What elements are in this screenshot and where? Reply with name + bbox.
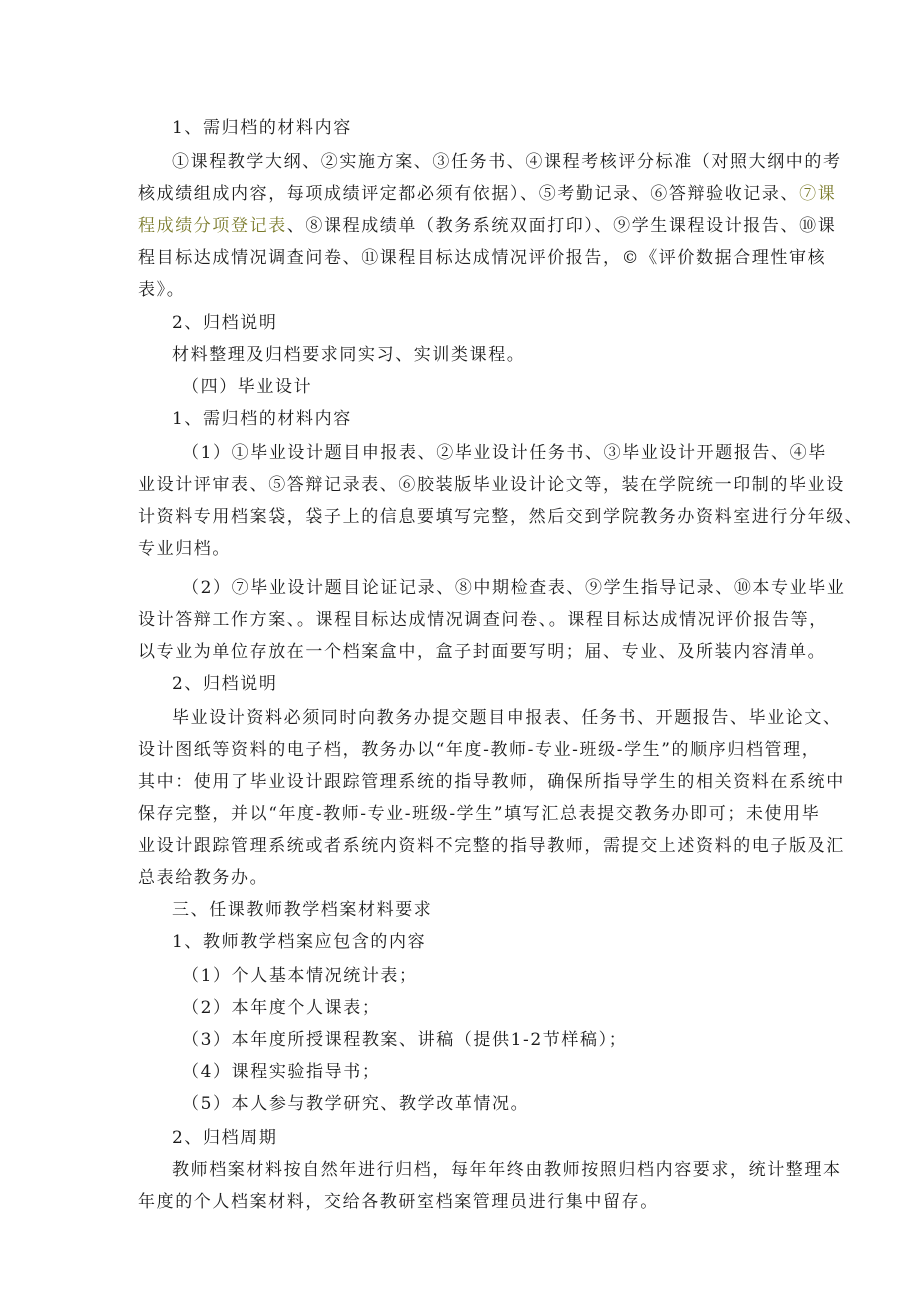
body-line: 业设计跟踪管理系统或者系统内资料不完整的指导教师，需提交上述资料的电子版及汇 (138, 836, 845, 856)
body-line: 教师档案材料按自然年进行归档，每年年终由教师按照归档内容要求，统计整理本 (172, 1160, 842, 1180)
body-line: 年度的个人档案材料，交给各教研室档案管理员进行集中留存。 (138, 1192, 659, 1212)
body-line: ①课程教学大纲、②实施方案、③任务书、④课程考核评分标准（对照大纲中的考 (172, 152, 842, 172)
body-line: （2）⑦毕业设计题目论证记录、⑧中期检查表、⑨学生指导记录、⑩本专业毕业 (182, 578, 846, 598)
section-title: 1、教师教学档案应包含的内容 (172, 932, 427, 952)
section-heading: （四）毕业设计 (182, 377, 313, 397)
highlighted-text: 程成绩分项登记表 (138, 216, 287, 236)
body-line: 表》。 (138, 280, 186, 300)
body-line (138, 216, 836, 236)
list-item: （2）本年度个人课表； (182, 998, 381, 1018)
body-line: 以专业为单位存放在一个档案盒中，盒子封面要写明；届、专业、及所装内容清单。 (138, 642, 827, 662)
body-line: 专业归档。 (138, 539, 231, 559)
body-line: 程目标达成情况调查问卷、⑪课程目标达成情况评价报告，©《评价数据合理性审核 (138, 248, 827, 268)
body-line (138, 184, 836, 204)
list-item: （5）本人参与教学研究、教学改革情况。 (182, 1094, 530, 1114)
section-heading: 三、任课教师教学档案材料要求 (172, 900, 433, 920)
body-line: 设计答辩工作方案、。课程目标达成情况调查问卷、。课程目标达成情况评价报告等， (138, 610, 828, 630)
body-line: （1）①毕业设计题目申报表、②毕业设计任务书、③毕业设计开题报告、④毕 (182, 443, 827, 463)
highlighted-text: ⑦课 (799, 184, 837, 204)
body-text: 核成绩组成内容，每项成绩评定都必须有依据）、⑤考勤记录、⑥答辩验收记录、 (138, 184, 800, 204)
body-line: 保存完整，并以“年度-教师-专业-班级-学生”填写汇总表提交教务办即可；未使用毕 (138, 804, 821, 824)
body-line: 总表给教务办。 (138, 868, 269, 888)
body-line: 材料整理及归档要求同实习、实训类课程。 (172, 345, 526, 365)
body-line: 毕业设计资料必须同时向教务办提交题目申报表、任务书、开题报告、毕业论文、 (172, 708, 842, 728)
section-title: 1、需归档的材料内容 (172, 118, 352, 138)
section-title: 2、归档说明 (172, 313, 278, 333)
body-line: 计资料专用档案袋，袋子上的信息要填写完整，然后交到学院教务办资料室进行分年级、 (138, 507, 864, 527)
section-title: 2、归档周期 (172, 1128, 278, 1148)
list-item: （1）个人基本情况统计表； (182, 966, 418, 986)
list-item: （4）课程实验指导书； (182, 1062, 381, 1082)
body-text: 、⑧课程成绩单（教务系统双面打印）、⑨学生课程设计报告、⑩课 (286, 216, 837, 236)
body-line: 设计图纸等资料的电子档，教务办以“年度-教师-专业-班级-学生”的顺序归档管理， (138, 740, 821, 760)
section-title: 2、归档说明 (172, 674, 278, 694)
body-line: 其中：使用了毕业设计跟踪管理系统的指导教师，确保所指导学生的相关资料在系统中 (138, 772, 845, 792)
body-line: 业设计评审表、⑤答辩记录表、⑥胶装版毕业设计论文等，装在学院统一印制的毕业设 (138, 475, 845, 495)
section-title: 1、需归档的材料内容 (172, 409, 352, 429)
list-item: （3）本年度所授课程教案、讲稿（提供1-2节样稿）； (182, 1030, 628, 1050)
